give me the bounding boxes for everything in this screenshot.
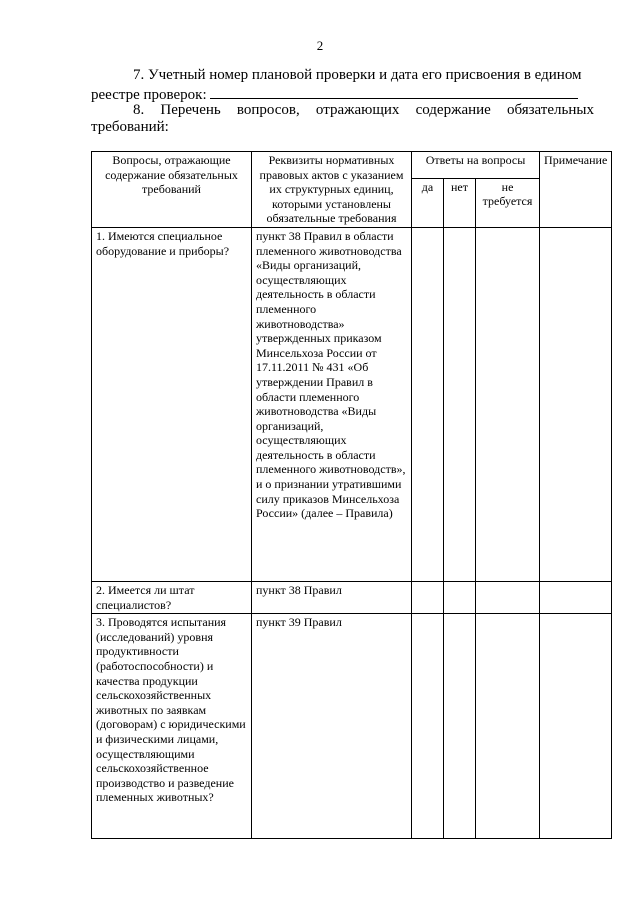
table-row — [92, 614, 612, 839]
item8-paragraph — [91, 102, 594, 136]
item7-line1: 7. Учетный номер плановой проверки и дата его присвоения в едином — [133, 67, 582, 83]
answer-yes-cell[interactable] — [412, 581, 444, 613]
note-cell[interactable] — [540, 614, 612, 839]
answer-yes-cell[interactable] — [412, 227, 444, 581]
question-cell: 3. Проводятся испытания (исследований) уровня продуктивности (работоспособности) и качества продукции сельскохозяйственных животных по заявкам (договорам) с юридическими и физическими лицами, осуществляющими сельскохозяйственное производство и разведение племенных животных? — [92, 614, 252, 839]
header-notes: Примечание — [540, 152, 612, 228]
item7-line2: реестре проверок: — [91, 84, 594, 104]
header-no: нет — [444, 178, 476, 227]
answer-no-cell[interactable] — [444, 581, 476, 613]
header-not-required: не требуется — [476, 178, 540, 227]
header-questions: Вопросы, отражающие содержание обязательных требований — [92, 152, 252, 228]
requisite-cell: пункт 38 Правил — [252, 581, 412, 613]
table-row — [92, 581, 612, 613]
page-number: 2 — [316, 38, 324, 53]
answer-not-required-cell[interactable] — [476, 581, 540, 613]
header-yes: да — [412, 178, 444, 227]
answer-not-required-cell[interactable] — [476, 227, 540, 581]
item7-paragraph — [91, 67, 594, 104]
requisite-cell: пункт 38 Правил в области племенного животноводства «Виды организаций, осуществляющих деятельность в области племенного животноводства» утвержденных приказом Минсельхоза России от 17.11.2011 № 431 «Об утверждении Правил в области племенного животноводства «Виды организаций, осуществляющих деятельность в области племенного животноводств», и о признании утратившими силу приказов Минсельхоза России» (далее – Правила) — [252, 227, 412, 581]
checklist-table — [91, 151, 612, 839]
question-cell: 2. Имеется ли штат специалистов? — [92, 581, 252, 613]
registry-number-blank — [210, 84, 578, 99]
table-header-row — [92, 152, 612, 179]
table-row — [92, 227, 612, 581]
header-answers: Ответы на вопросы — [412, 152, 540, 179]
question-cell: 1. Имеются специальное оборудование и приборы? — [92, 227, 252, 581]
answer-no-cell[interactable] — [444, 227, 476, 581]
header-requisites: Реквизиты нормативных правовых актов с указанием их структурных единиц, которыми установлены обязательные требования — [252, 152, 412, 228]
note-cell[interactable] — [540, 227, 612, 581]
answer-no-cell[interactable] — [444, 614, 476, 839]
requisite-cell: пункт 39 Правил — [252, 614, 412, 839]
note-cell[interactable] — [540, 581, 612, 613]
item8-line2: требований: — [91, 119, 169, 135]
answer-not-required-cell[interactable] — [476, 614, 540, 839]
item8-line1: 8. Перечень вопросов, отражающих содержание обязательных — [133, 102, 594, 118]
answer-yes-cell[interactable] — [412, 614, 444, 839]
